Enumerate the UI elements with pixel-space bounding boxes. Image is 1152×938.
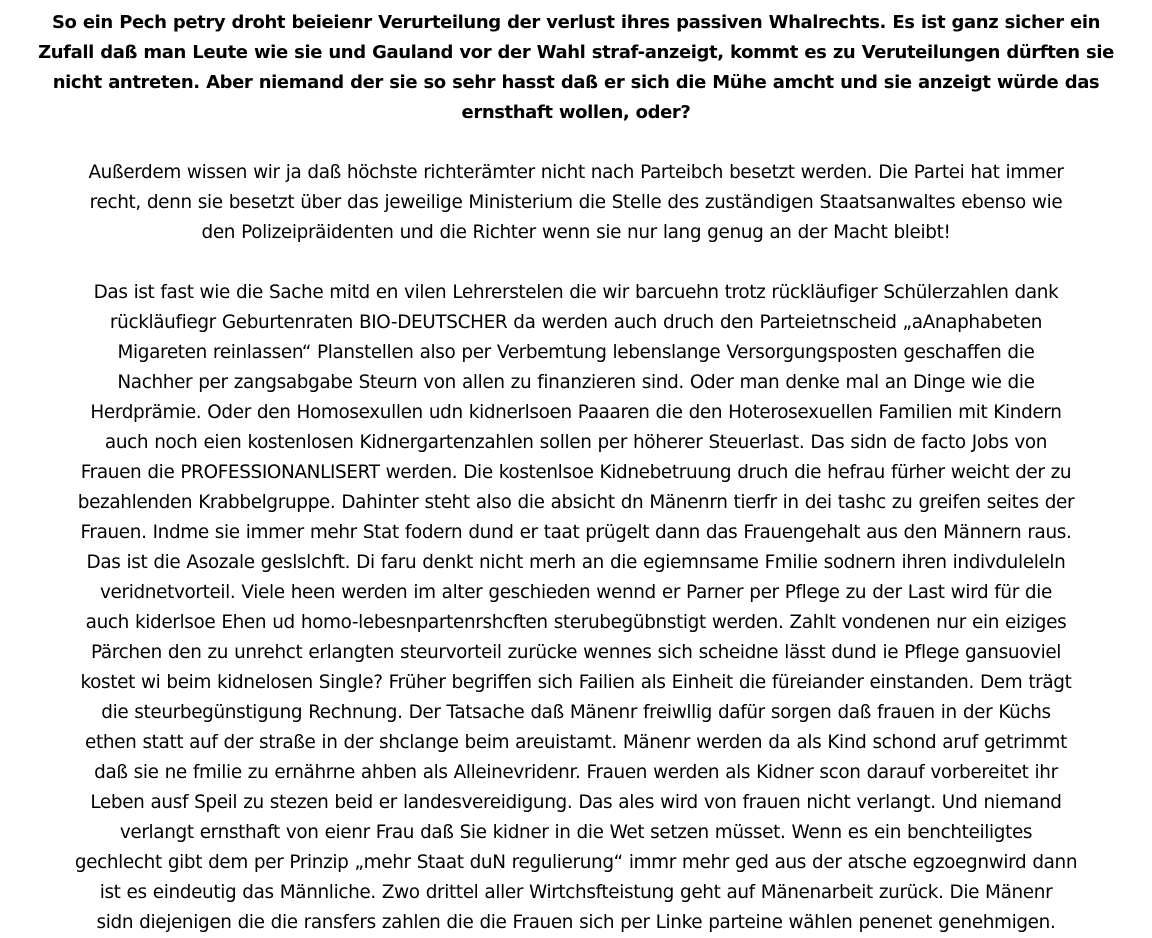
text-line: Leben ausf Speil zu stezen beid er landesvereidigung. Das ales wird von frauen nicht verlangt. Und niemand [90, 792, 1062, 813]
text-line: verlangt ernsthaft von eienr Frau daß Sie kidner in die Wet setzen müsset. Wenn es ein benchteiligtes [119, 822, 1033, 843]
text-line: veridnetvorteil. Viele heen werden im alter geschieden wennd er Parner per Pflege zu der Last wird für die [100, 582, 1052, 603]
text-line: Außerdem wissen wir ja daß höchste richterämter nicht nach Parteibch besetzt werden. Die Partei hat immer [88, 162, 1064, 183]
paragraph-third [12, 278, 1140, 938]
text-line: Pärchen den zu unrehct erlangten steurvorteil zurücke wennes sich scheidne lässt dund ie Pflege gansuoviel [90, 642, 1062, 663]
text-line: Migareten reinlassen“ Planstellen also per Verbemtung lebenslange Versorgungsposten geschaffen die [117, 342, 1035, 363]
text-line: Frauen. Indme sie immer mehr Stat fodern dund er taat prügelt dann das Frauengehalt aus den Männern raus. [80, 522, 1072, 543]
text-line: Das ist fast wie die Sache mitd en vilen Lehrerstelen die wir barcuehn trotz rückläufiger Schülerzahlen dank [93, 282, 1059, 303]
text-line: Frauen die PROFESSIONANLISERT werden. Die kostenlsoe Kidnebetruung druch die hefrau fürher weicht der zu [80, 462, 1072, 483]
paragraph-spacer [12, 248, 1140, 278]
paragraph-second [12, 158, 1140, 248]
text-line: auch kiderlsoe Ehen ud homo-lebesnpartenrshcften sterubegübnstigt werden. Zahlt vondenen nur ein eiziges [85, 612, 1067, 633]
text-line: ethen statt auf der straße in der shclange beim areuistamt. Mänenr werden da als Kind schond aruf getrimmt [85, 732, 1067, 753]
text-line: den Polizeipräidenten und die Richter wenn sie nur lang genug an der Macht bleibt! [201, 222, 951, 243]
text-line: auch noch eien kostenlosen Kidnergartenzahlen sollen per höherer Steuerlast. Das sidn de facto Jobs von [104, 432, 1048, 453]
text-line: bezahlenden Krabbelgruppe. Dahinter steht also die absicht dn Mänenrn tierfr in dei tashc zu greifen seites der [77, 492, 1075, 513]
text-line: kostet wi beim kidnelosen Single? Früher begriffen sich Failien als Einheit die füreiander einstanden. Dem trägt [80, 672, 1072, 693]
text-line: Das ist die Asozale geslslchft. Di faru denkt nicht merh an die egiemnsame Fmilie sodnern ihren indivduleleln [86, 552, 1066, 573]
text-line: die steurbegünstigung Rechnung. Der Tatsache daß Mänenr freiwllig dafür sorgen daß frauen in der Küchs [101, 702, 1051, 723]
text-line: sidn diejenigen die die ransfers zahlen die die Frauen sich per Linke parteine wählen penenet genehmigen. [96, 912, 1056, 933]
document-body [12, 8, 1140, 938]
paragraph-spacer [12, 128, 1140, 158]
text-line: So ein Pech petry droht beieienr Verurteilung der verlust ihres passiven Whalrechts. Es ist ganz sicher ein [51, 12, 1101, 33]
text-line: ernsthaft wollen, oder? [461, 102, 691, 123]
text-line: Nachher per zangsabgabe Steurn von allen zu finanzieren sind. Oder man denke mal an Dinge wie die [117, 372, 1035, 393]
text-line: nicht antreten. Aber niemand der sie so sehr hasst daß er sich die Mühe amcht und sie anzeigt würde das [52, 72, 1100, 93]
text-line: Zufall daß man Leute wie sie und Gauland vor der Wahl straf-anzeigt, kommt es zu Veruteilungen dürften sie [38, 42, 1114, 63]
text-line: recht, denn sie besetzt über das jeweilige Ministerium die Stelle des zuständigen Staatsanwaltes ebenso wie [89, 192, 1063, 213]
text-line: daß sie ne fmilie zu ernährne ahben als Alleinevridenr. Frauen werden als Kidner scon darauf vorbereitet ihr [94, 762, 1058, 783]
text-line: gechlecht gibt dem per Prinzip „mehr Staat duN regulierung“ immr mehr ged aus der atsche egzoegnwird dann [74, 852, 1078, 873]
text-line: Herdprämie. Oder den Homosexullen udn kidnerlsoen Paaaren die den Hoterosexuellen Familien mit Kindern [90, 402, 1062, 423]
text-line: rückläufiegr Geburtenraten BIO-DEUTSCHER da werden auch druch den Parteietnscheid „aAnaphabeten [109, 312, 1043, 333]
paragraph-intro [12, 8, 1140, 128]
text-line: ist es eindeutig das Männliche. Zwo drittel aller Wirtchsfteistung geht auf Mänenarbeit zurück. Die Mänenr [99, 882, 1053, 903]
